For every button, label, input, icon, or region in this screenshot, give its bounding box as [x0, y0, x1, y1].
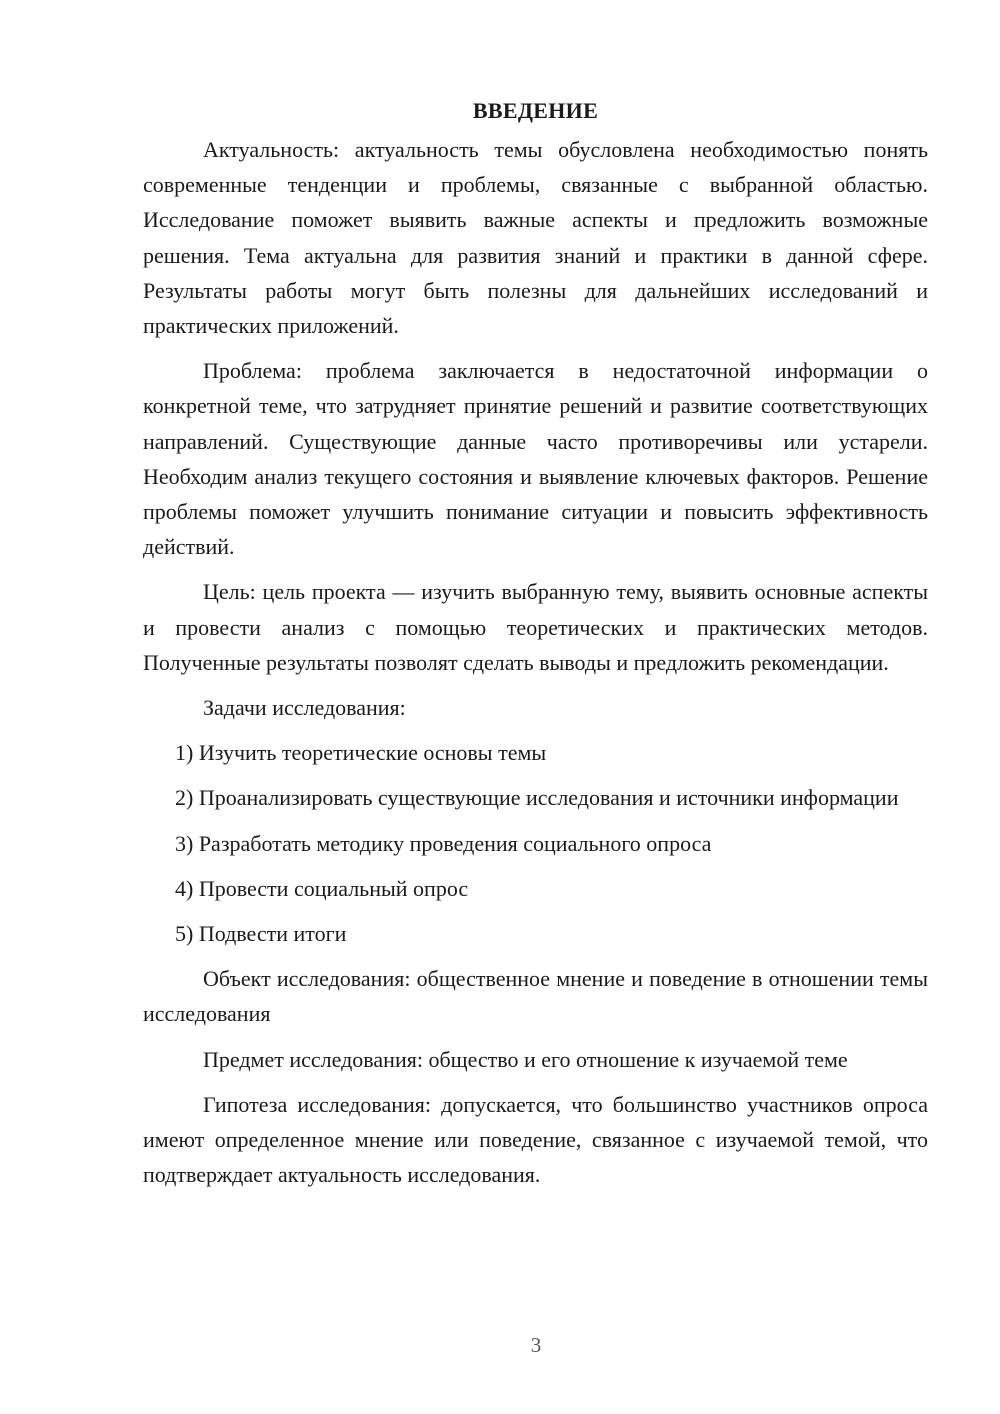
page-number: 3 — [530, 1333, 542, 1357]
subject-paragraph: Предмет исследования: общество и его отношение к изучаемой теме — [203, 1046, 848, 1072]
relevance-paragraph: Актуальность: актуальность темы обусловлена необходимостью понять современные тенденции и проблемы, связанные с выбранной областью. Исследование поможет выявить важные аспекты и предложить возможные решения. Тема актуальна для развития знаний и практики в данной сфере. Результаты работы могут быть полезны для дальнейших исследований и практических приложений. — [143, 137, 928, 339]
page-title: ВВЕДЕНИЕ — [472, 98, 599, 123]
hypothesis-paragraph: Гипотеза исследования: допускается, что большинство участников опроса имеют определенное мнение или поведение, связанное с изучаемой темой, что подтверждает актуальность исследования. — [143, 1091, 928, 1188]
problem-paragraph: Проблема: проблема заключается в недостаточной информации о конкретной теме, что затрудняет принятие решений и развитие соответствующих направлений. Существующие данные часто противоречивы или устарели. Необходим анализ текущего состояния и выявление ключевых факторов. Решение проблемы поможет улучшить понимание ситуации и повысить эффективность действий. — [143, 358, 928, 560]
task-item-2: 2) Проанализировать существующие исследования и источники информации — [175, 785, 899, 811]
object-paragraph: Объект исследования: общественное мнение и поведение в отношении темы исследования — [143, 966, 928, 1027]
task-item-3: 3) Разработать методику проведения социального опроса — [175, 830, 712, 856]
task-item-4: 4) Провести социальный опрос — [175, 875, 469, 901]
tasks-heading: Задачи исследования: — [203, 695, 406, 721]
task-item-1: 1) Изучить теоретические основы темы — [175, 740, 547, 766]
document-page — [143, 96, 928, 1202]
task-item-5: 5) Подвести итоги — [175, 921, 347, 947]
goal-paragraph: Цель: цель проекта — изучить выбранную тему, выявить основные аспекты и провести анализ с помощью теоретических и практических методов. Полученные результаты позволят сделать выводы и предложить рекомендации. — [143, 579, 928, 675]
